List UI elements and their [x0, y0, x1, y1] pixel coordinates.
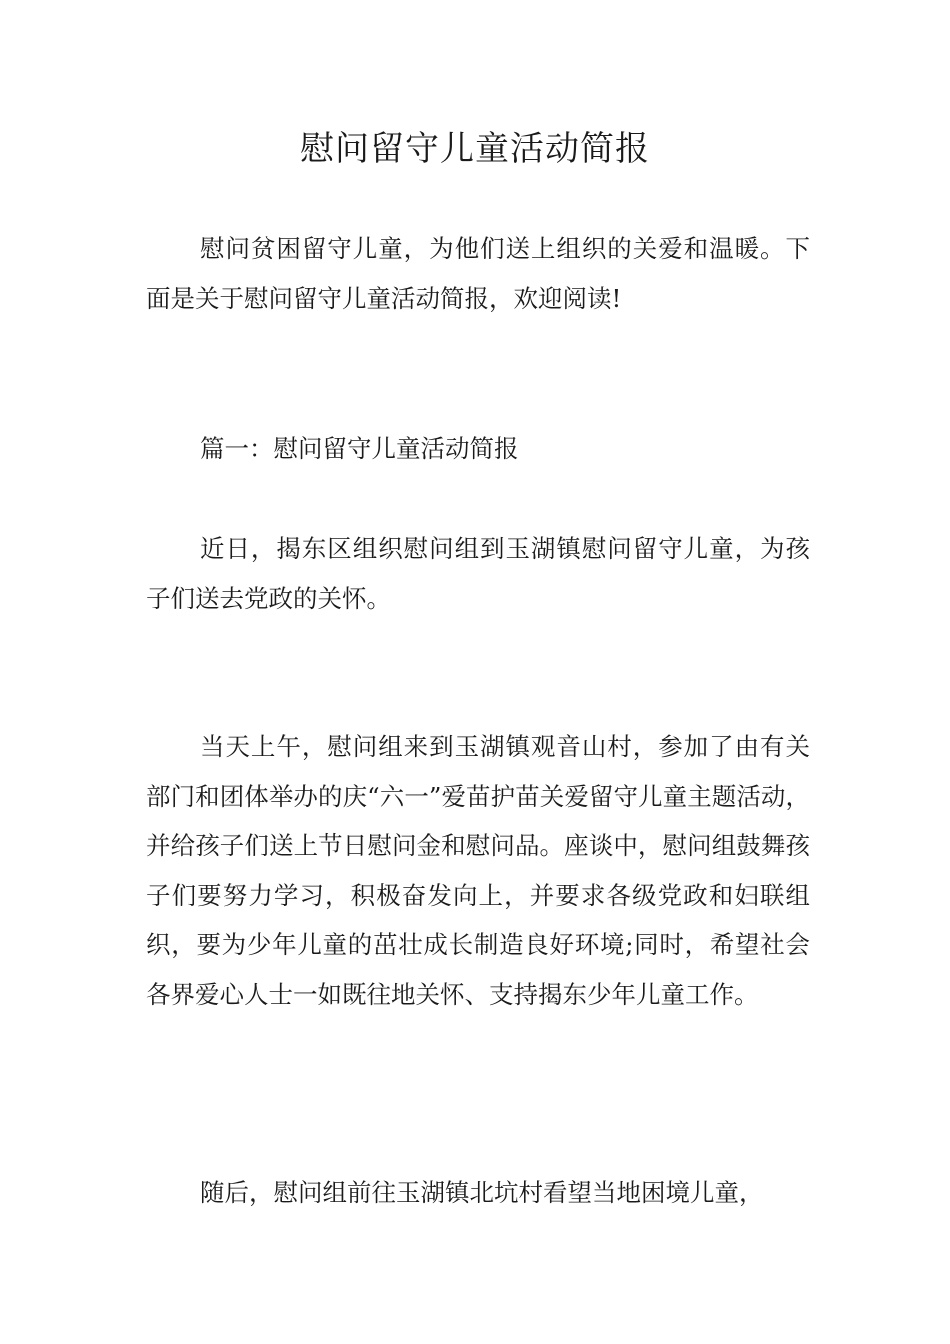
body-paragraph: 近日，揭东区组织慰问组到玉湖镇慰问留守儿童，为孩子们送去党政的关怀。	[146, 534, 810, 613]
intro-paragraph: 慰问贫困留守儿童，为他们送上组织的关爱和温暖。下面是关于慰问留守儿童活动简报，欢迎阅读!	[146, 234, 810, 313]
section-heading: 篇一：慰问留守儿童活动简报	[200, 434, 519, 463]
body-paragraph: 随后，慰问组前往玉湖镇北坑村看望当地困境儿童，	[200, 1178, 764, 1207]
document-title: 慰问留守儿童活动简报	[300, 129, 650, 169]
body-paragraph: 当天上午，慰问组来到玉湖镇观音山村，参加了由有关部门和团体举办的庆“六一”爱苗护苗关爱留守儿童主题活动，并给孩子们送上节日慰问金和慰问品。座谈中，慰问组鼓舞孩子们要努力学习，积极奋发向上，并要求各级党政和妇联组织，要为少年儿童的茁壮成长制造良好环境;同时，希望社会各界爱心人士一如既往地关怀、支持揭东少年儿童工作。	[146, 732, 810, 1009]
